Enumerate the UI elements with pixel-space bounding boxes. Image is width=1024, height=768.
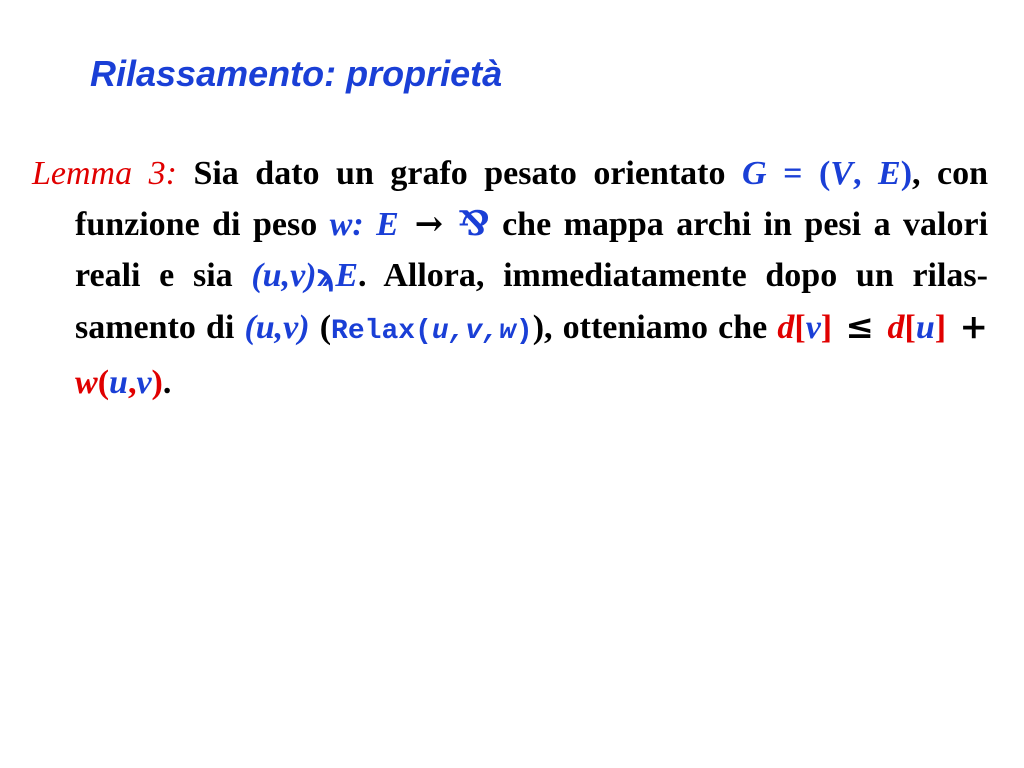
- formula-bracket: ]: [934, 309, 947, 346]
- edge-uv: (u,v): [244, 309, 310, 346]
- lemma-text: ), otteniamo che: [532, 309, 778, 346]
- formula-bracket: ]: [820, 309, 833, 346]
- leq-icon: ≤: [832, 307, 888, 347]
- plus-icon: +: [946, 307, 989, 347]
- formula-comma: ,: [127, 364, 137, 401]
- paren-open: (: [818, 155, 831, 192]
- edge-uv: (u,v): [251, 257, 317, 294]
- slide-title: Rilassamento: proprietà: [90, 53, 503, 94]
- right-arrow-icon: →: [398, 204, 459, 244]
- relax-call-args: u,v,w: [431, 316, 516, 347]
- graph-symbol: G: [742, 155, 767, 192]
- lemma-text: . Allora, immediatamente dopo un rilas-samento di: [75, 257, 988, 346]
- lemma-text: Sia dato un grafo pesato orientato: [176, 155, 743, 192]
- formula-v: v: [805, 309, 821, 346]
- formula-v: v: [136, 364, 152, 401]
- edge-set-symbol: E: [335, 257, 359, 294]
- lemma-text: (: [309, 309, 332, 346]
- lemma-label: Lemma 3:: [32, 155, 177, 192]
- relax-call-name: Relax(: [331, 316, 432, 347]
- formula-paren: ): [151, 364, 163, 401]
- lemma-text: , con funzione di peso: [75, 155, 989, 243]
- formula-d: d: [887, 309, 905, 346]
- edge-set-symbol: E: [878, 155, 901, 192]
- reals-glyph-icon: ⅋: [458, 204, 490, 244]
- weight-function-label: w:: [329, 206, 377, 243]
- vertex-set-symbol: V: [830, 155, 853, 192]
- element-of-glyph-icon: ϡ: [316, 259, 336, 294]
- lemma-text: che mappa archi in pesi a valori reali e sia: [75, 206, 989, 294]
- formula-d: d: [777, 309, 795, 346]
- equals-sign: =: [766, 155, 819, 192]
- formula-bracket: [: [904, 309, 916, 346]
- paren-close: ): [900, 155, 913, 192]
- edge-set-symbol: E: [376, 206, 399, 243]
- formula-u: u: [109, 364, 128, 401]
- lemma-paragraph: [32, 148, 988, 408]
- lemma-period: .: [162, 364, 172, 401]
- formula-paren: (: [97, 364, 110, 401]
- relax-call-close: ): [515, 316, 533, 347]
- formula-w: w: [75, 364, 98, 401]
- formula-u: u: [915, 309, 935, 346]
- formula-bracket: [: [794, 309, 806, 346]
- comma: ,: [852, 155, 878, 192]
